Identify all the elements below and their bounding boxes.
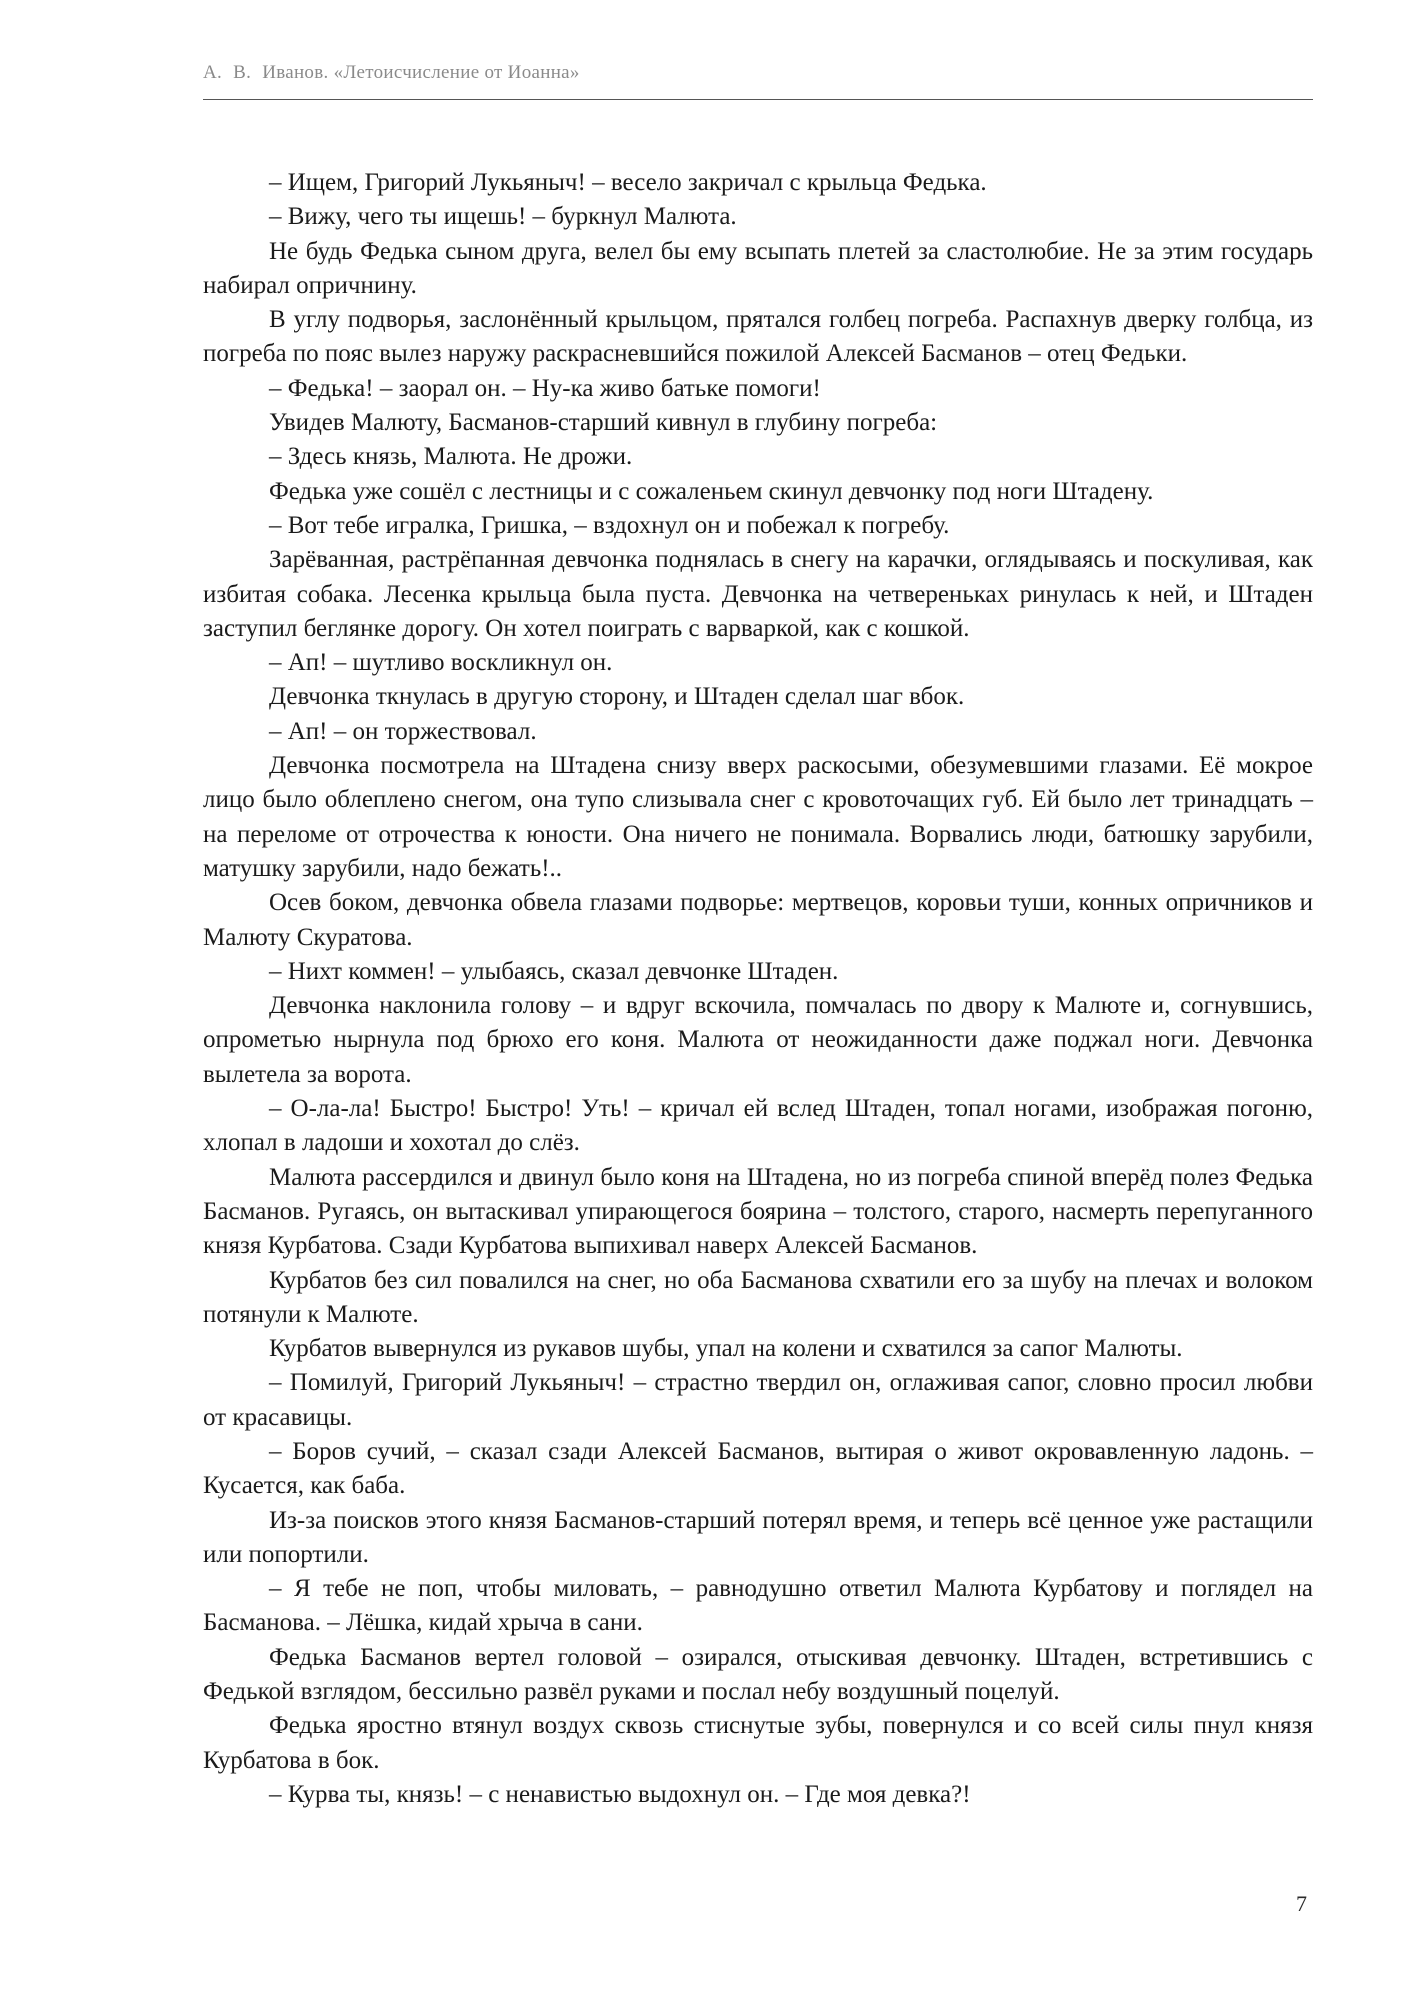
paragraph: Из-за поисков этого князя Басманов-старший потерял время, и теперь всё ценное уже растащили или попортили. bbox=[203, 1506, 1313, 1568]
paragraph: – Ап! – шутливо воскликнул он. bbox=[269, 649, 613, 677]
paragraph: Курбатов вывернулся из рукавов шубы, упал на колени и схватился за сапог Малюты. bbox=[269, 1335, 1183, 1363]
paragraph: Не будь Федька сыном друга, велел бы ему всыпать плетей за сластолюбие. Не за этим государь набирал опричнину. bbox=[203, 237, 1313, 299]
paragraph: Курбатов без сил повалился на снег, но оба Басманова схватили его за шубу на плечах и волоком потянули к Малюте. bbox=[203, 1266, 1313, 1328]
header-divider bbox=[203, 99, 1313, 100]
paragraph: Девчонка ткнулась в другую сторону, и Штаден сделал шаг вбок. bbox=[269, 683, 965, 711]
paragraph: Зарёванная, растрёпанная девчонка поднялась в снегу на карачки, оглядываясь и поскуливая, как избитая собака. Лесенка крыльца была пуста. Девчонка на четвереньках ринулась к ней, и Штаден заступил беглянке дорогу. Он хотел поиграть с варваркой, как с кошкой. bbox=[203, 546, 1313, 642]
paragraph: Федька Басманов вертел головой – озирался, отыскивая девчонку. Штаден, встретившись с Федькой взглядом, бессильно развёл руками и послал небу воздушный поцелуй. bbox=[203, 1643, 1313, 1706]
paragraph: – Нихт коммен! – улыбаясь, сказал девчонке Штаден. bbox=[269, 957, 839, 985]
paragraph: – Боров сучий, – сказал сзади Алексей Басманов, вытирая о живот окровавленную ладонь. – Кусается, как баба. bbox=[203, 1437, 1313, 1500]
paragraph: Федька яростно втянул воздух сквозь стиснутые зубы, повернулся и со всей силы пнул князя Курбатова в бок. bbox=[203, 1712, 1313, 1774]
paragraph: – Помилуй, Григорий Лукьяныч! – страстно твердил он, оглаживая сапог, словно просил любви от красавицы. bbox=[203, 1369, 1313, 1431]
paragraph: – Я тебе не поп, чтобы миловать, – равнодушно ответил Малюта Курбатову и поглядел на Басманова. – Лёшка, кидай хрыча в сани. bbox=[203, 1575, 1313, 1637]
paragraph: – Федька! – заорал он. – Ну-ка живо батьке помоги! bbox=[269, 374, 821, 402]
paragraph: В углу подворья, заслонённый крыльцом, прятался голбец погреба. Распахнув дверку голбца, из погреба по пояс вылез наружу раскрасневшийся пожилой Алексей Басманов – отец Федьки. bbox=[203, 306, 1313, 368]
paragraph: Девчонка наклонила голову – и вдруг вскочила, помчалась по двору к Малюте и, согнувшись, опрометью нырнула под брюхо его коня. Малюта от неожиданности даже поджал ноги. Девчонка вылетела за ворота. bbox=[203, 992, 1313, 1088]
header-title: «Летоисчисление от Иоанна» bbox=[333, 62, 580, 83]
header-author: А. В. Иванов. bbox=[203, 62, 329, 83]
paragraph: – Ап! – он торжествовал. bbox=[269, 717, 537, 745]
paragraph: – О-ла-ла! Быстро! Быстро! Уть! – кричал ей вслед Штаден, топал ногами, изображая погоню, хлопал в ладоши и хохотал до слёз. bbox=[203, 1095, 1313, 1157]
paragraph: – Вижу, чего ты ищешь! – буркнул Малюта. bbox=[269, 203, 737, 231]
page-number: 7 bbox=[1296, 1891, 1307, 1916]
running-header bbox=[203, 62, 1313, 84]
paragraph: – Курва ты, князь! – с ненавистью выдохнул он. – Где моя девка?! bbox=[269, 1780, 971, 1808]
paragraph: Осев боком, девчонка обвела глазами подворье: мертвецов, коровьи туши, конных опричников и Малюту Скуратова. bbox=[203, 889, 1313, 951]
paragraph: – Ищем, Григорий Лукьяныч! – весело закричал с крыльца Федька. bbox=[269, 169, 987, 196]
page-body bbox=[203, 166, 1313, 1812]
paragraph: Федька уже сошёл с лестницы и с сожаленьем скинул девчонку под ноги Штадену. bbox=[269, 477, 1154, 505]
paragraph: Увидев Малюту, Басманов-старший кивнул в глубину погреба: bbox=[269, 409, 938, 437]
paragraph: Малюта рассердился и двинул было коня на Штадена, но из погреба спиной вперёд полез Федька Басманов. Ругаясь, он вытаскивал упирающегося боярина – толстого, старого, насмерть перепуганного князя Курбатова. Сзади Курбатова выпихивал наверх Алексей Басманов. bbox=[203, 1163, 1313, 1260]
paragraph: Девчонка посмотрела на Штадена снизу вверх раскосыми, обезумевшими глазами. Её мокрое лицо было облеплено снегом, она тупо слизывала снег с кровоточащих губ. Ей было лет тринадцать – на переломе от отрочества к юности. Она ничего не понимала. Ворвались люди, батюшку зарубили, матушку зарубили, надо бежать!.. bbox=[203, 752, 1313, 882]
paragraph: – Вот тебе игралка, Гришка, – вздохнул он и побежал к погребу. bbox=[269, 511, 950, 539]
paragraph: – Здесь князь, Малюта. Не дрожи. bbox=[269, 443, 633, 471]
